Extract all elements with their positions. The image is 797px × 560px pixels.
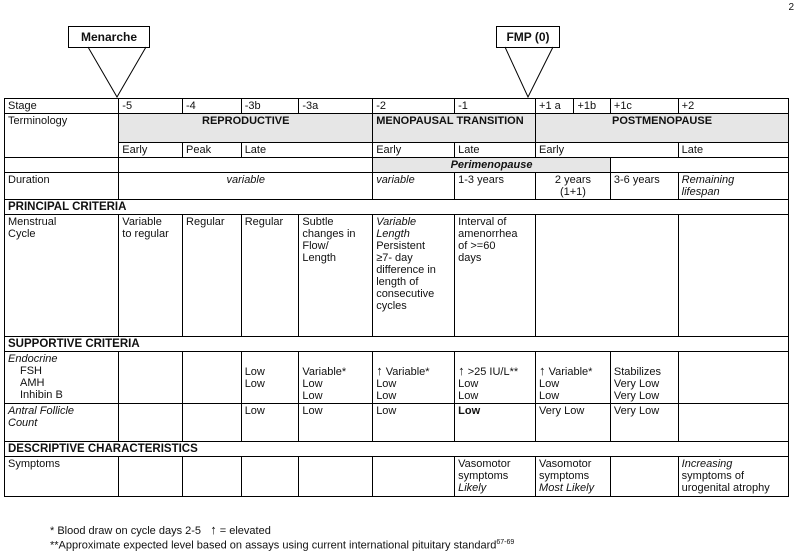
duration-pm-late-line: lifespan bbox=[681, 186, 720, 198]
cell-line: Low bbox=[539, 378, 560, 390]
substage-row bbox=[5, 143, 789, 158]
cycle-cell bbox=[119, 215, 183, 337]
cell-line: urogenital atrophy bbox=[681, 482, 770, 494]
substage-peak: Peak bbox=[183, 143, 242, 158]
cell-line: to regular bbox=[122, 228, 169, 240]
cell-line: of >=60 bbox=[458, 240, 496, 252]
stage-cell: -3b bbox=[241, 99, 299, 114]
duration-pm-early bbox=[536, 173, 611, 200]
cell-line: Subtle bbox=[302, 216, 334, 228]
symptoms-cell bbox=[610, 457, 678, 497]
substage-late: Late bbox=[241, 143, 373, 158]
cell-line: changes in bbox=[302, 228, 356, 240]
symptoms-cell bbox=[678, 457, 788, 497]
duration-mt-early: variable bbox=[373, 173, 455, 200]
label-line: Cycle bbox=[8, 228, 36, 240]
endocrine-cell bbox=[119, 352, 183, 404]
cell-line: Low bbox=[302, 390, 323, 402]
cell-line: Low bbox=[244, 378, 265, 390]
cell-line: Variable bbox=[122, 216, 162, 228]
duration-reproductive: variable bbox=[119, 173, 373, 200]
stage-cell: -3a bbox=[299, 99, 373, 114]
cycle-cell bbox=[373, 215, 455, 337]
cycle-cell bbox=[536, 215, 679, 337]
cell-line: symptoms bbox=[539, 470, 590, 482]
cell-line: Variable* bbox=[302, 366, 347, 378]
duration-pm-early-line: (1+1) bbox=[559, 186, 586, 198]
substage-mt-early: Early bbox=[373, 143, 455, 158]
cell-line: symptoms of bbox=[681, 470, 745, 482]
menopausal-transition-header: MENOPAUSAL TRANSITION bbox=[373, 114, 536, 143]
cell-line: cycles bbox=[376, 300, 407, 312]
cell-line: length of bbox=[376, 276, 419, 288]
symptoms-row bbox=[5, 457, 789, 497]
substage-mt-late: Late bbox=[455, 143, 536, 158]
supportive-criteria-heading: SUPPORTIVE CRITERIA bbox=[5, 337, 789, 352]
cycle-cell bbox=[299, 215, 373, 337]
descriptive-heading-row bbox=[5, 442, 789, 457]
endocrine-cell bbox=[536, 352, 611, 404]
substage-pm-early: Early bbox=[536, 143, 679, 158]
duration-pm-1c: 3-6 years bbox=[610, 173, 678, 200]
cell-line: Vasomotor bbox=[458, 458, 511, 470]
stage-label: Stage bbox=[5, 99, 119, 114]
callout-pointers bbox=[0, 0, 797, 110]
endocrine-cell bbox=[299, 352, 373, 404]
symptoms-cell bbox=[241, 457, 299, 497]
substage-early: Early bbox=[119, 143, 183, 158]
label-line: Antral Follicle bbox=[8, 405, 75, 417]
symptoms-cell bbox=[119, 457, 183, 497]
cell-line: Stabilizes bbox=[613, 366, 661, 378]
stage-cell: +2 bbox=[678, 99, 788, 114]
stage-cell: +1b bbox=[574, 99, 610, 114]
label-line: Count bbox=[8, 417, 38, 429]
duration-mt-late: 1-3 years bbox=[455, 173, 536, 200]
cycle-cell: Regular bbox=[183, 215, 242, 337]
label-line: Inhibin B bbox=[20, 389, 63, 401]
substage-pm-late: Late bbox=[678, 143, 788, 158]
symptoms-cell bbox=[455, 457, 536, 497]
symptoms-cell bbox=[373, 457, 455, 497]
footnote-2-text: **Approximate expected level based on assays using current international pituitary standard bbox=[50, 539, 497, 552]
cell-line: days bbox=[458, 252, 482, 264]
up-arrow-icon: ↑ bbox=[210, 522, 217, 537]
descriptive-characteristics-heading: DESCRIPTIVE CHARACTERISTICS bbox=[5, 442, 789, 457]
menstrual-cycle-label bbox=[5, 215, 119, 337]
label-line: FSH bbox=[20, 365, 42, 377]
page-mark: 2 bbox=[788, 2, 794, 13]
footnote-1 bbox=[50, 522, 514, 537]
label-line: Menstrual bbox=[8, 216, 57, 228]
stage-row bbox=[5, 99, 789, 114]
footnote-1-legend: = elevated bbox=[219, 525, 271, 537]
menarche-pointer bbox=[88, 47, 146, 97]
afc-cell: Low bbox=[299, 404, 373, 442]
fmp-pointer bbox=[505, 47, 553, 97]
afc-cell bbox=[678, 404, 788, 442]
cell-line bbox=[458, 363, 532, 378]
up-arrow-icon: ↑ bbox=[539, 363, 546, 378]
cell-line: Variable bbox=[376, 216, 417, 228]
cell-line: Very Low bbox=[613, 390, 660, 402]
symptoms-label: Symptoms bbox=[5, 457, 119, 497]
endocrine-cell bbox=[373, 352, 455, 404]
afc-cell: Low bbox=[241, 404, 299, 442]
cycle-cell bbox=[678, 215, 788, 337]
cell-line: symptoms bbox=[458, 470, 509, 482]
duration-row bbox=[5, 173, 789, 200]
endocrine-row bbox=[5, 352, 789, 404]
stage-cell: -1 bbox=[455, 99, 536, 114]
afc-cell bbox=[119, 404, 183, 442]
footnote-2 bbox=[50, 537, 514, 552]
blank-cell bbox=[610, 158, 788, 173]
endocrine-label bbox=[5, 352, 119, 404]
duration-pm-late-line: Remaining bbox=[681, 174, 735, 186]
cycle-cell: Regular bbox=[241, 215, 299, 337]
cell-line: Increasing bbox=[681, 458, 733, 470]
stage-cell: +1 a bbox=[536, 99, 574, 114]
cell-line: Very Low bbox=[613, 378, 660, 390]
perimenopause-band: Perimenopause bbox=[373, 158, 611, 173]
perimenopause-row bbox=[5, 158, 789, 173]
endocrine-cell bbox=[610, 352, 678, 404]
principal-heading-row bbox=[5, 200, 789, 215]
supportive-heading-row bbox=[5, 337, 789, 352]
label-line: AMH bbox=[20, 377, 45, 389]
duration-pm-early-line: 2 years bbox=[554, 174, 591, 186]
cell-line: ≥7- day bbox=[376, 252, 413, 264]
fsh-value: >25 IU/L** bbox=[467, 366, 519, 378]
fsh-value: Variable* bbox=[548, 366, 593, 378]
endocrine-cell bbox=[455, 352, 536, 404]
cell-line: Low bbox=[458, 378, 479, 390]
cell-line: Length bbox=[302, 252, 336, 264]
up-arrow-icon: ↑ bbox=[376, 363, 383, 378]
terminology-row bbox=[5, 114, 789, 143]
afc-cell: Low bbox=[373, 404, 455, 442]
blank-cell bbox=[5, 158, 119, 173]
afc-cell: Very Low bbox=[536, 404, 611, 442]
terminology-label: Terminology bbox=[5, 114, 119, 158]
up-arrow-icon: ↑ bbox=[458, 363, 465, 378]
staging-table bbox=[4, 98, 789, 497]
stage-cell: -2 bbox=[373, 99, 455, 114]
menstrual-cycle-row bbox=[5, 215, 789, 337]
fsh-value: Variable* bbox=[385, 366, 430, 378]
endocrine-cell bbox=[241, 352, 299, 404]
cell-line: Flow/ bbox=[302, 240, 329, 252]
afc-cell: Very Low bbox=[610, 404, 678, 442]
cell-line: Vasomotor bbox=[539, 458, 592, 470]
symptoms-cell bbox=[183, 457, 242, 497]
duration-pm-late bbox=[678, 173, 788, 200]
cell-line: Low bbox=[302, 378, 323, 390]
principal-criteria-heading: PRINCIPAL CRITERIA bbox=[5, 200, 789, 215]
cell-line: consecutive bbox=[376, 288, 435, 300]
afc-cell: Low bbox=[455, 404, 536, 442]
footnote-1-text: * Blood draw on cycle days 2-5 bbox=[50, 525, 202, 537]
blank-cell bbox=[119, 158, 373, 173]
footnote-2-ref: 67-69 bbox=[496, 539, 515, 546]
cell-line: amenorrhea bbox=[458, 228, 518, 240]
cell-line bbox=[539, 363, 607, 378]
cell-line: Likely bbox=[458, 482, 487, 494]
menarche-callout: Menarche bbox=[68, 26, 150, 48]
cell-line: Low bbox=[376, 378, 397, 390]
cell-line bbox=[376, 363, 451, 378]
afc-row bbox=[5, 404, 789, 442]
fmp-callout: FMP (0) bbox=[496, 26, 560, 48]
reproductive-header: REPRODUCTIVE bbox=[119, 114, 373, 143]
footnotes bbox=[50, 522, 515, 552]
duration-label: Duration bbox=[5, 173, 119, 200]
cell-line: Low bbox=[458, 390, 479, 402]
cell-line: Low bbox=[244, 366, 265, 378]
label-line: Endocrine bbox=[8, 353, 58, 365]
stage-cell: +1c bbox=[610, 99, 678, 114]
symptoms-cell bbox=[536, 457, 611, 497]
cell-line: Low bbox=[376, 390, 397, 402]
cell-line: difference in bbox=[376, 264, 436, 276]
afc-cell bbox=[183, 404, 242, 442]
stage-cell: -5 bbox=[119, 99, 183, 114]
symptoms-cell bbox=[299, 457, 373, 497]
stage-cell: -4 bbox=[183, 99, 242, 114]
afc-label bbox=[5, 404, 119, 442]
cycle-cell bbox=[455, 215, 536, 337]
cell-line: Low bbox=[539, 390, 560, 402]
endocrine-cell bbox=[183, 352, 242, 404]
cell-line: Length bbox=[376, 228, 410, 240]
postmenopause-header: POSTMENOPAUSE bbox=[536, 114, 789, 143]
cell-line: Most Likely bbox=[539, 482, 595, 494]
cell-line: Interval of bbox=[458, 216, 507, 228]
cell-line: Persistent bbox=[376, 240, 426, 252]
endocrine-cell bbox=[678, 352, 788, 404]
